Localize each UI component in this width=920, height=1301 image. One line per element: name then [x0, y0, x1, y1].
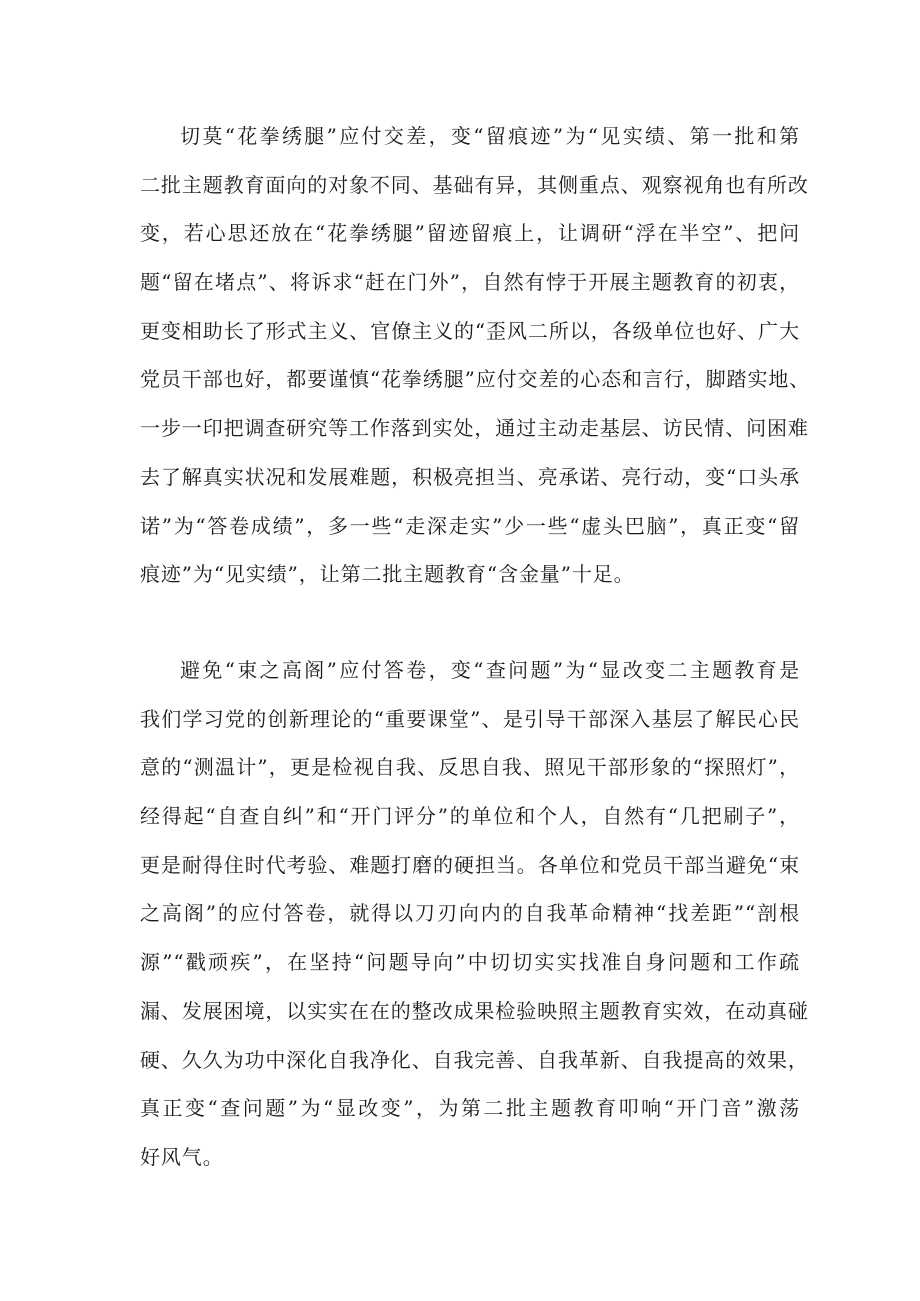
paragraph-2-line: 漏、发展困境，以实实在在的整改成果检验映照主题教育实效，在动真碰 — [140, 998, 809, 1023]
paragraph-1-line: 更变相助长了形式主义、官僚主义的“歪风二所以，各级单位也好、广大 — [140, 318, 800, 343]
paragraph-2-line: 我们学习党的创新理论的“重要课堂”、是引导干部深入基层了解民心民 — [140, 706, 800, 731]
paragraph-2-line: 更是耐得住时代考验、难题打磨的硬担当。各单位和党员干部当避免“束 — [140, 852, 800, 877]
paragraph-2-line: 源”“戳顽疾”，在坚持“问题导向”中切切实实找准自身问题和工作疏 — [140, 950, 800, 975]
paragraph-2-line: 避免“束之高阁”应付答卷，变“查问题”为“显改变二主题教育是 — [180, 658, 800, 682]
paragraph-1-line: 一步一印把调查研究等工作落到实处，通过主动走基层、访民情、问困难 — [140, 416, 809, 441]
paragraph-2-line: 经得起“自查自纠”和“开门评分”的单位和个人，自然有“几把刷子”， — [140, 804, 800, 829]
paragraph-2-line: 之高阁”的应付答卷，就得以刀刃向内的自我革命精神“找差距”“剖根 — [140, 901, 800, 926]
paragraph-1-line: 切莫“花拳绣腿”应付交差，变“留痕迹”为“见实绩、第一批和第 — [180, 124, 800, 148]
paragraph-1-line: 变，若心思还放在“花拳绣腿”留迹留痕上，让调研“浮在半空”、把问 — [140, 221, 800, 246]
paragraph-2 — [140, 646, 809, 1182]
paragraph-1-line: 题“留在堵点”、将诉求“赶在门外”，自然有悖于开展主题教育的初衷， — [140, 270, 800, 295]
paragraph-1-line: 党员干部也好，都要谨慎“花拳绣腿”应付交差的心态和言行，脚踏实地、 — [140, 367, 811, 392]
paragraph-1-line: 诺”为“答卷成绩”，多一些“走深走实”少一些“虚头巴脑”，真正变“留 — [140, 513, 800, 538]
paragraph-1-line: 痕迹”为“见实绩”，让第二批主题教育“含金量”十足。 — [140, 562, 635, 587]
paragraph-2-line: 好风气。 — [140, 1144, 224, 1169]
paragraph-2-line: 硬、久久为功中深化自我净化、自我完善、自我革新、自我提高的效果， — [140, 1047, 809, 1072]
paragraph-2-line: 意的“测温计”，更是检视自我、反思自我、照见干部形象的“探照灯”， — [140, 755, 800, 780]
paragraph-1-line: 二批主题教育面向的对象不同、基础有异，其侧重点、观察视角也有所改 — [140, 172, 809, 197]
paragraph-1 — [140, 112, 811, 599]
paragraph-2-line: 真正变“查问题”为“显改变”，为第二批主题教育叩响“开门音”激荡 — [140, 1096, 800, 1121]
paragraph-1-line: 去了解真实状况和发展难题，积极亮担当、亮承诺、亮行动，变“口头承 — [140, 464, 800, 489]
